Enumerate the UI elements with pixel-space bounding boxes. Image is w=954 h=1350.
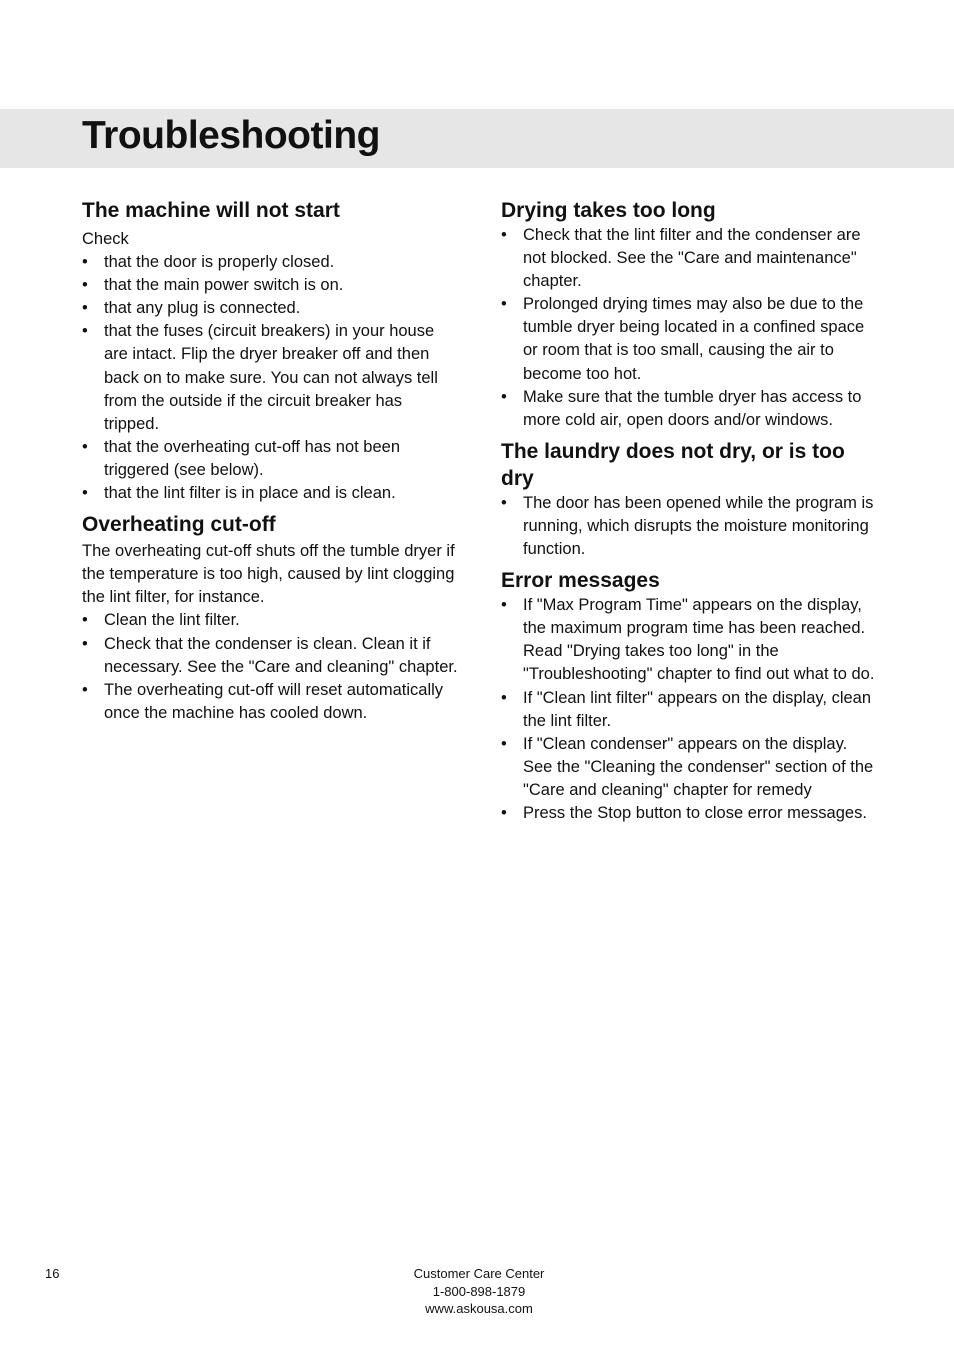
bullet-icon: • bbox=[82, 634, 88, 653]
list-item-text: Clean the lint filter. bbox=[104, 611, 240, 630]
section-overheating-cut-off bbox=[82, 511, 460, 725]
page-number: 16 bbox=[45, 1266, 60, 1281]
section-intro: The overheating cut-off shuts off the tumble dryer if the temperature is too high, caused by lint clogging the lint filter, for instance. bbox=[82, 542, 455, 607]
bullet-list bbox=[82, 609, 460, 724]
section-laundry-does-not-dry bbox=[501, 438, 879, 561]
bullet-icon: • bbox=[82, 680, 88, 699]
section-heading: Drying takes too long bbox=[501, 199, 716, 222]
list-item-text: Make sure that the tumble dryer has access to more cold air, open doors and/or windows. bbox=[523, 387, 862, 429]
list-item-text: If "Max Program Time" appears on the display, the maximum program time has been reached. Read "Drying takes too long" in the "Troubleshooting" chapter to find out what to do. bbox=[523, 596, 875, 684]
list-item bbox=[501, 386, 879, 432]
list-item-text: If "Clean lint filter" appears on the display, clean the lint filter. bbox=[523, 688, 872, 730]
bullet-icon: • bbox=[501, 734, 507, 753]
list-item bbox=[82, 320, 460, 435]
section-machine-will-not-start bbox=[82, 197, 460, 505]
list-item bbox=[501, 224, 879, 293]
list-item bbox=[82, 679, 460, 725]
list-item bbox=[501, 293, 879, 385]
list-item-text: that the main power switch is on. bbox=[104, 276, 344, 295]
footer-contact bbox=[379, 1265, 579, 1318]
section-heading: Overheating cut-off bbox=[82, 513, 276, 537]
bullet-icon: • bbox=[82, 253, 88, 272]
bullet-icon: • bbox=[82, 484, 88, 503]
section-error-messages bbox=[501, 567, 879, 825]
list-item bbox=[501, 687, 879, 733]
bullet-icon: • bbox=[501, 803, 507, 822]
list-item-text: Check that the condenser is clean. Clean it if necessary. See the "Care and cleaning" chapter. bbox=[104, 634, 458, 676]
list-item-text: The overheating cut-off will reset automatically once the machine has cooled down. bbox=[104, 680, 444, 722]
bullet-icon: • bbox=[501, 387, 507, 406]
list-item-text: that the door is properly closed. bbox=[104, 253, 335, 272]
right-column bbox=[501, 197, 879, 831]
list-item bbox=[82, 482, 460, 505]
list-item bbox=[82, 633, 460, 679]
bullet-icon: • bbox=[501, 226, 507, 244]
bullet-icon: • bbox=[501, 596, 507, 615]
bullet-list bbox=[82, 251, 460, 505]
list-item bbox=[82, 609, 460, 632]
list-item-text: that the fuses (circuit breakers) in your house are intact. Flip the dryer breaker off and then back on to make sure. You can not always tell from the outside if the circuit breaker has tripped. bbox=[104, 322, 438, 433]
bullet-icon: • bbox=[82, 322, 88, 341]
list-item-text: that any plug is connected. bbox=[104, 299, 301, 318]
list-item-text: The door has been opened while the program is running, which disrupts the moisture monitoring function. bbox=[523, 493, 874, 559]
bullet-list bbox=[501, 492, 879, 561]
section-drying-takes-too-long bbox=[501, 197, 879, 432]
list-item bbox=[82, 297, 460, 320]
bullet-icon: • bbox=[82, 299, 88, 318]
bullet-icon: • bbox=[82, 437, 88, 456]
list-item-text: Press the Stop button to close error messages. bbox=[523, 803, 867, 822]
bullet-icon: • bbox=[501, 493, 507, 512]
bullet-list bbox=[501, 224, 879, 432]
list-item-text: If "Clean condenser" appears on the display. See the "Cleaning the condenser" section of the "Care and cleaning" chapter for remedy bbox=[523, 734, 874, 799]
list-item bbox=[501, 492, 879, 561]
list-item bbox=[82, 251, 460, 274]
section-intro: Check bbox=[82, 230, 129, 248]
section-heading: The machine will not start bbox=[82, 199, 340, 222]
list-item bbox=[501, 802, 879, 825]
list-item bbox=[82, 274, 460, 297]
list-item-text: that the overheating cut-off has not been triggered (see below). bbox=[104, 437, 400, 479]
list-item-text: Prolonged drying times may also be due to the tumble dryer being located in a confined space or room that is too small, causing the air to become too hot. bbox=[523, 295, 865, 383]
bullet-list bbox=[501, 594, 879, 825]
bullet-icon: • bbox=[82, 611, 88, 630]
page-title: Troubleshooting bbox=[82, 114, 380, 157]
contact-name: Customer Care Center bbox=[413, 1266, 545, 1281]
section-heading: The laundry does not dry, or is too dry bbox=[501, 439, 845, 490]
list-item bbox=[82, 436, 460, 482]
bullet-icon: • bbox=[501, 295, 507, 314]
bullet-icon: • bbox=[501, 688, 507, 707]
bullet-icon: • bbox=[82, 276, 88, 295]
list-item-text: Check that the lint filter and the condenser are not blocked. See the "Care and maintenance" chapter. bbox=[523, 226, 861, 291]
contact-phone: 1-800-898-1879 bbox=[432, 1283, 526, 1299]
left-column bbox=[82, 197, 460, 731]
list-item bbox=[501, 594, 879, 686]
section-heading: Error messages bbox=[501, 569, 660, 593]
list-item-text: that the lint filter is in place and is clean. bbox=[104, 484, 396, 503]
contact-website: www.askousa.com bbox=[425, 1301, 533, 1316]
list-item bbox=[501, 733, 879, 802]
